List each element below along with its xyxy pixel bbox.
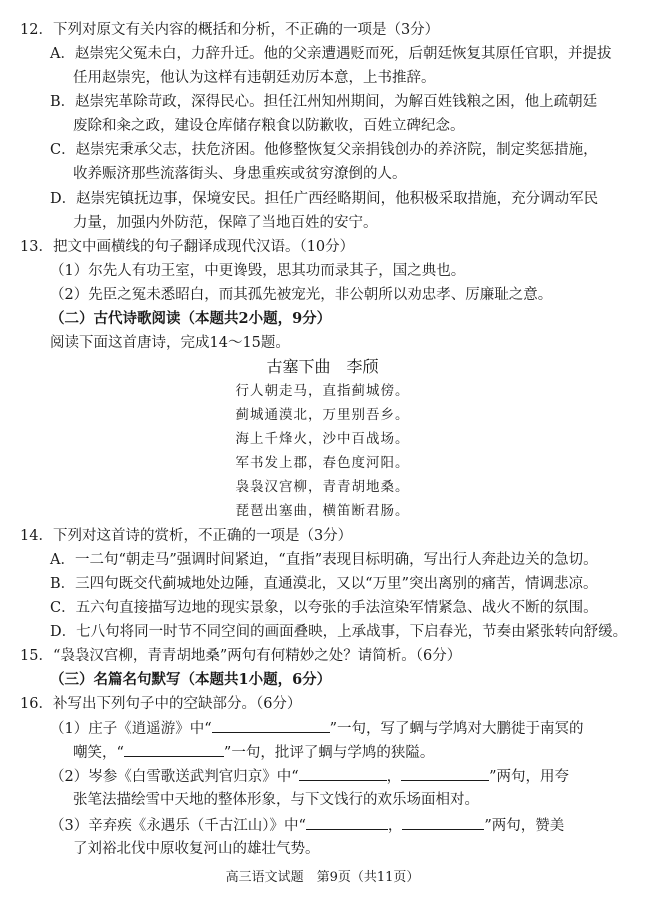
q16-item-1-text-c: 嘲笑，“ xyxy=(73,745,124,761)
q16-stem: 16．补写出下列句子中的空缺部分。（6分） xyxy=(20,696,302,712)
q12-option-b-line1: B．赵崇宪革除苛政，深得民心。担任江州知州期间，为解百姓钱粮之困，他上疏朝廷 xyxy=(50,94,598,110)
answer-blank[interactable] xyxy=(124,742,224,757)
q16-item-3-text-b: ， xyxy=(387,818,403,834)
q16-item-2-text-c: ”两句，用夸 xyxy=(489,769,570,785)
q14-option-a: A．一二句“朝走马”强调时间紧迫，“直指”表现目标明确，写出行人奔赴边关的急切。 xyxy=(50,552,598,568)
answer-blank[interactable] xyxy=(402,815,484,830)
q13-stem: 13．把文中画横线的句子翻译成现代汉语。（10分） xyxy=(20,239,355,255)
poem-line: 军书发上郡，春色度河阳。 xyxy=(235,455,410,471)
q13-item-2: （2）先臣之冤未悉昭白，而其孤先被宠光，非公朝所以劝忠孝、厉廉耻之意。 xyxy=(50,287,553,303)
answer-blank[interactable] xyxy=(299,766,387,781)
poem-title: 古塞下曲 李颀 xyxy=(266,357,379,376)
q12-option-d-line1: D．赵崇宪镇抚边事，保境安民。担任广西经略期间，他积极采取措施，充分调动军民 xyxy=(50,191,599,207)
q15-stem: 15．“袅袅汉宫柳，青青胡地桑”两句有何精妙之处？请简析。（6分） xyxy=(20,648,462,664)
q16-item-2-text-b: ， xyxy=(386,769,402,785)
q12-stem: 12．下列对原文有关内容的概括和分析，不正确的一项是（3分） xyxy=(20,22,440,38)
answer-blank[interactable] xyxy=(401,766,489,781)
q12-option-c-line2: 收养赈济那些流落街头、身患重疾或贫穷潦倒的人。 xyxy=(73,166,407,182)
section3-heading: （三）名篇名句默写（本题共1小题，6分） xyxy=(50,671,332,688)
q16-item-1-text-a: （1）庄子《逍遥游》中“ xyxy=(50,721,212,737)
page-footer: 高三语文试题 第9页（共11页） xyxy=(225,870,420,885)
q16-item-1-line1 xyxy=(50,718,584,739)
q12-option-c-line1: C．赵崇宪秉承父志，扶危济困。他修整恢复父亲捐钱创办的养济院，制定奖惩措施， xyxy=(50,142,598,158)
q14-option-c: C．五六句直接描写边地的现实景象，以夸张的手法渲染军情紧急、战火不断的氛围。 xyxy=(50,600,598,616)
q12-option-a-line2: 任用赵崇宪，他认为这样有违朝廷劝厉本意，上书推辞。 xyxy=(73,70,436,86)
q16-item-1-line2 xyxy=(73,742,434,763)
poem-line: 海上千烽火，沙中百战场。 xyxy=(235,431,410,447)
q16-item-3-line2: 了刘裕北伐中原收复河山的雄壮气势。 xyxy=(73,841,320,857)
q12-option-b-line2: 废除和籴之政，建设仓库储存粮食以防歉收，百姓立碑纪念。 xyxy=(73,118,465,134)
poem-line: 袅袅汉宫柳，青青胡地桑。 xyxy=(235,479,410,495)
q12-option-a-line1: A．赵崇宪父冤未白，力辞升迁。他的父亲遭遇贬而死，后朝廷恢复其原任官职，并提拔 xyxy=(50,46,612,62)
poem-line: 蓟城通漠北，万里别吾乡。 xyxy=(235,407,410,423)
q16-item-2-line2: 张笔法描绘雪中天地的整体形象，与下文饯行的欢乐场面相对。 xyxy=(73,792,479,808)
q16-item-1-text-b: ”一句，写了蜩与学鸠对大鹏徙于南冥的 xyxy=(329,721,584,737)
q14-option-d: D．七八句将同一时节不同空间的画面叠映，上承战事，下启春光，节奏由紧张转向舒缓。 xyxy=(50,624,628,640)
poem-line: 琵琶出塞曲，横笛断君肠。 xyxy=(235,503,410,519)
q14-stem: 14．下列对这首诗的赏析，不正确的一项是（3分） xyxy=(20,528,353,544)
section2-intro: 阅读下面这首唐诗，完成14～15题。 xyxy=(50,335,290,351)
q12-option-d-line2: 力量，加强内外防范，保障了当地百姓的安宁。 xyxy=(73,215,378,231)
poem-line: 行人朝走马，直指蓟城傍。 xyxy=(235,383,410,399)
q16-item-3-text-a: （3）辛弃疾《永遇乐（千古江山）》中“ xyxy=(50,818,306,834)
q16-item-2-text-a: （2）岑参《白雪歌送武判官归京》中“ xyxy=(50,769,299,785)
q16-item-2-line1 xyxy=(50,766,569,787)
q16-item-3-line1 xyxy=(50,815,564,836)
q13-item-1: （1）尔先人有功王室，中更谗毁，思其功而录其子，国之典也。 xyxy=(50,263,466,279)
answer-blank[interactable] xyxy=(306,815,388,830)
section2-heading: （二）古代诗歌阅读（本题共2小题，9分） xyxy=(50,310,332,327)
q16-item-1-text-d: ”一句，批评了蜩与学鸠的狭隘。 xyxy=(223,745,435,761)
answer-blank[interactable] xyxy=(212,718,330,733)
q14-option-b: B．三四句既交代蓟城地处边陲，直通漠北，又以“万里”突出离别的痛苦，情调悲凉。 xyxy=(50,576,598,592)
q16-item-3-text-c: ”两句，赞美 xyxy=(484,818,565,834)
